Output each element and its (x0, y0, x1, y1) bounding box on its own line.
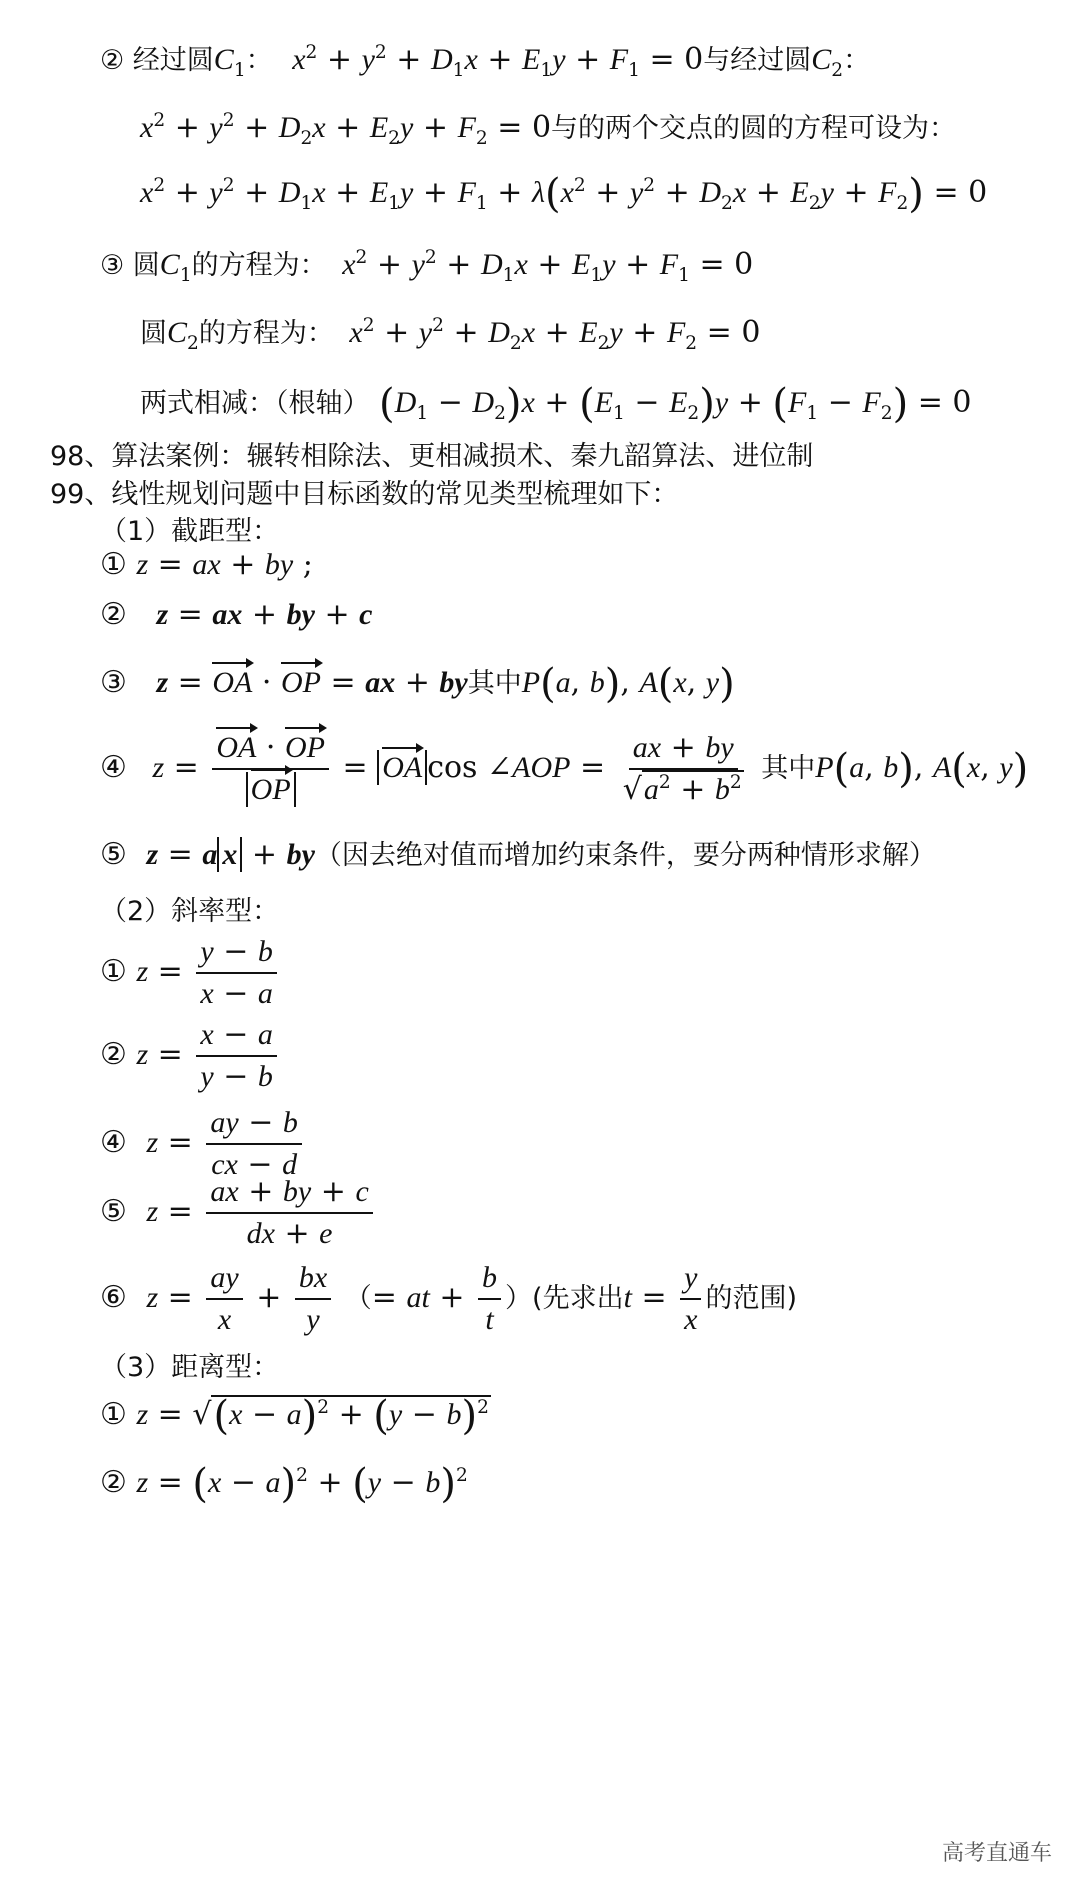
section-intercept: （1）截距型： (100, 516, 280, 547)
intercept-3: ③ z = OA · OP = ax + by其中P(a, b), A(x, y) (100, 661, 735, 707)
circle-intersection-line3: $x^2 + y^2 + D_1x + E_1y + F_1 + \lambda(x^2 + y^2 + D_2x + E_2y + F_2) = 0$ (140, 171, 988, 217)
radical-axis-line2: 圆$C_2$的方程为： $x^2 + y^2 + D_2x + E_2y + F_2 = 0$ (140, 315, 761, 354)
intercept-1: ① z = ax + by ; (100, 547, 313, 582)
watermark: 高考直通车 (941, 1841, 1052, 1866)
circle-intersection-line2: $x^2 + y^2 + D_2x + E_2y + F_2 = 0$与的两个交点的圆的方程可设为： (140, 110, 957, 149)
slope-5: ⑤ z = $\frac{ax + by + c}{dx + e}$ (100, 1172, 377, 1254)
slope-2: ② z = $\frac{x - a}{y - b}$ (100, 1015, 281, 1097)
intercept-4: ④ z = $\frac{OA \cdot OP}{OP}$ = OA cos ∠AOP = $\frac{ax + by}{√a^2 + b^2}$ 其中P(a, b), A(x, y) (100, 728, 1028, 810)
slope-6: ⑥ z = $\frac{ay}{x}$ + $\frac{bx}{y}$ （= at + $\frac{b}{t}$ ）(先求出t = $\frac{y}{x}$ 的范围) (100, 1258, 797, 1340)
radical-axis-line1: ③ 圆$C_1$的方程为： $x^2 + y^2 + D_1x + E_1y + F_1 = 0$ (100, 247, 754, 286)
item-98: 98、算法案例：辗转相除法、更相减损术、秦九韶算法、进位制 (50, 441, 814, 472)
radical-axis-line3: 两式相减：（根轴） $(D_1 - D_2)x + (E_1 - E_2)y + (F_1 - F_2) = 0$ (140, 381, 972, 427)
label: ② 经过圆 (100, 45, 214, 76)
distance-1: ① $z = √(x - a)^2 + (y - b)^2$ (100, 1393, 489, 1439)
intercept-5: ⑤ z = a x + by（因去绝对值而增加约束条件，要分两种情形求解） (100, 837, 936, 872)
slope-1: ① z = $\frac{y - b}{x - a}$ (100, 932, 281, 1014)
section-distance: （3）距离型： (100, 1352, 280, 1383)
intercept-2: ② z = ax + by + c (100, 597, 373, 632)
slope-4: ④ z = $\frac{ay - b}{cx - d}$ (100, 1103, 306, 1185)
section-slope: （2）斜率型： (100, 896, 280, 927)
distance-2: ② $z = (x - a)^2 + (y - b)^2$ (100, 1461, 468, 1507)
item-99: 99、线性规划问题中目标函数的常见类型梳理如下： (50, 479, 679, 510)
circle-intersection-line1: ② 经过圆$C_1$： $x^2 + y^2 + D_1x + E_1y + F_1 = 0$与经过圆$C_2$： (100, 42, 871, 81)
